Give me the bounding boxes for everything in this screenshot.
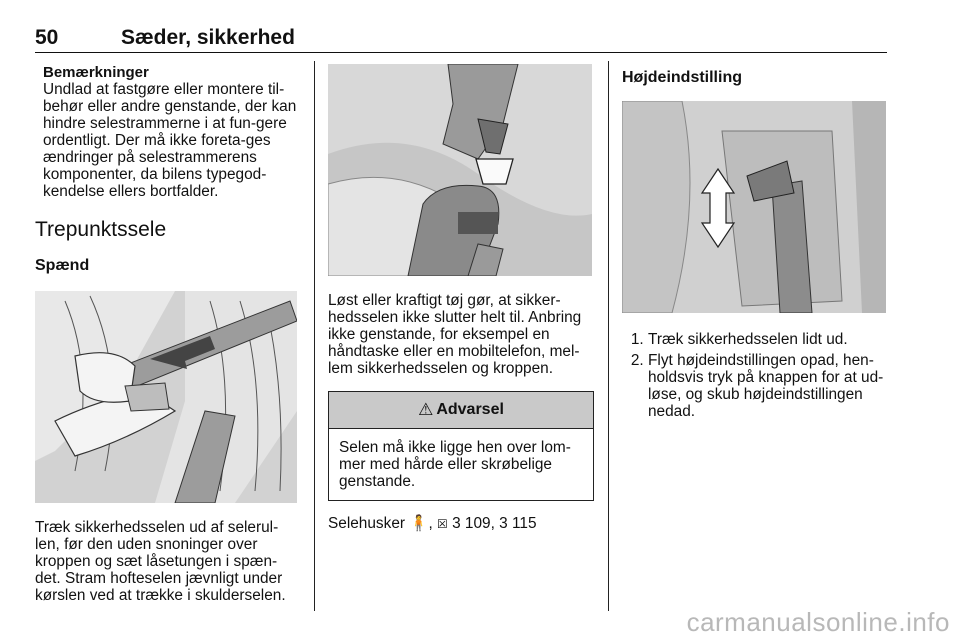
figure-height-adjuster-illustration: [622, 101, 886, 313]
seatbelt-reminder-label: Selehusker: [328, 515, 405, 532]
page-title: Sæder, sikkerhed: [121, 26, 295, 49]
section-title-hoejdeindstilling: Højdeindstilling: [622, 69, 742, 86]
figure-belt-latch-illustration: [328, 64, 592, 276]
warning-text: Selen må ikke ligge hen over lom-mer med hårde eller skrøbelige genstande.: [339, 439, 571, 490]
section-title-trepunktssele: Trepunktssele: [35, 218, 167, 241]
subsection-title-spaend: Spænd: [35, 257, 90, 274]
clothing-advice: Løst eller kraftigt tøj gør, at sikker-hedsselen ikke slutter helt til. Anbring ikke genstande, for eksempel en håndtaske eller en mobiltelefon, mel-lem sikkerhedsselen og kroppen.: [328, 292, 582, 377]
figure-height-adjuster: [622, 101, 886, 313]
figure-buckling-belt-illustration: [35, 291, 297, 503]
page-number: 50: [35, 26, 59, 49]
warning-header: [329, 392, 593, 429]
note-text: Undlad at fastgøre eller montere til-behør eller andre genstande, der kan hindre selestrammerne i at fun-gere ordentligt. Der må ikke foreta-ges ændringer på selestrammerens komponenter, da bilens typegod-kendelse ellers bortfalder.: [43, 81, 297, 200]
seatbelt-person-icon: 🧍: [409, 515, 429, 532]
watermark: carmanualsonline.info: [686, 607, 950, 637]
warning-box: [328, 391, 594, 501]
column-divider-left: [314, 61, 315, 611]
header-rule: [35, 52, 887, 53]
height-adjust-steps: [622, 331, 888, 420]
column-3: [622, 64, 888, 424]
warning-title: Advarsel: [436, 401, 504, 418]
seatbelt-reminder-line: Selehusker 🧍, ☒ 3 109, 3 115: [328, 515, 537, 532]
column-divider-right: [608, 61, 609, 611]
page-header: [35, 22, 887, 54]
buckling-instructions: Træk sikkerhedsselen ud af selerul-len, før den uden snoninger over kroppen og sæt låsetungen i spæn-det. Stram hofteselen jævnligt under kørslen ved at trække i skulderselen.: [35, 519, 286, 604]
column-1: [35, 64, 301, 604]
seatbelt-reminder-refs[interactable]: 3 109, 3 115: [452, 515, 537, 532]
step-2: 2. Flyt højdeindstillingen opad, hen-holdsvis tryk på knappen for at ud-løse, og skub højdeindstillingen nedad.: [648, 352, 888, 420]
note-title: Bemærkninger: [43, 64, 149, 81]
figure-belt-latch: [328, 64, 592, 276]
step-1: 1. Træk sikkerhedsselen lidt ud.: [648, 331, 888, 348]
warning-triangle-icon: ⚠: [418, 400, 434, 419]
note-block: [35, 64, 301, 200]
figure-buckling-belt: [35, 291, 297, 503]
seat-sensor-icon: ☒: [437, 517, 448, 531]
column-2: [328, 64, 594, 533]
